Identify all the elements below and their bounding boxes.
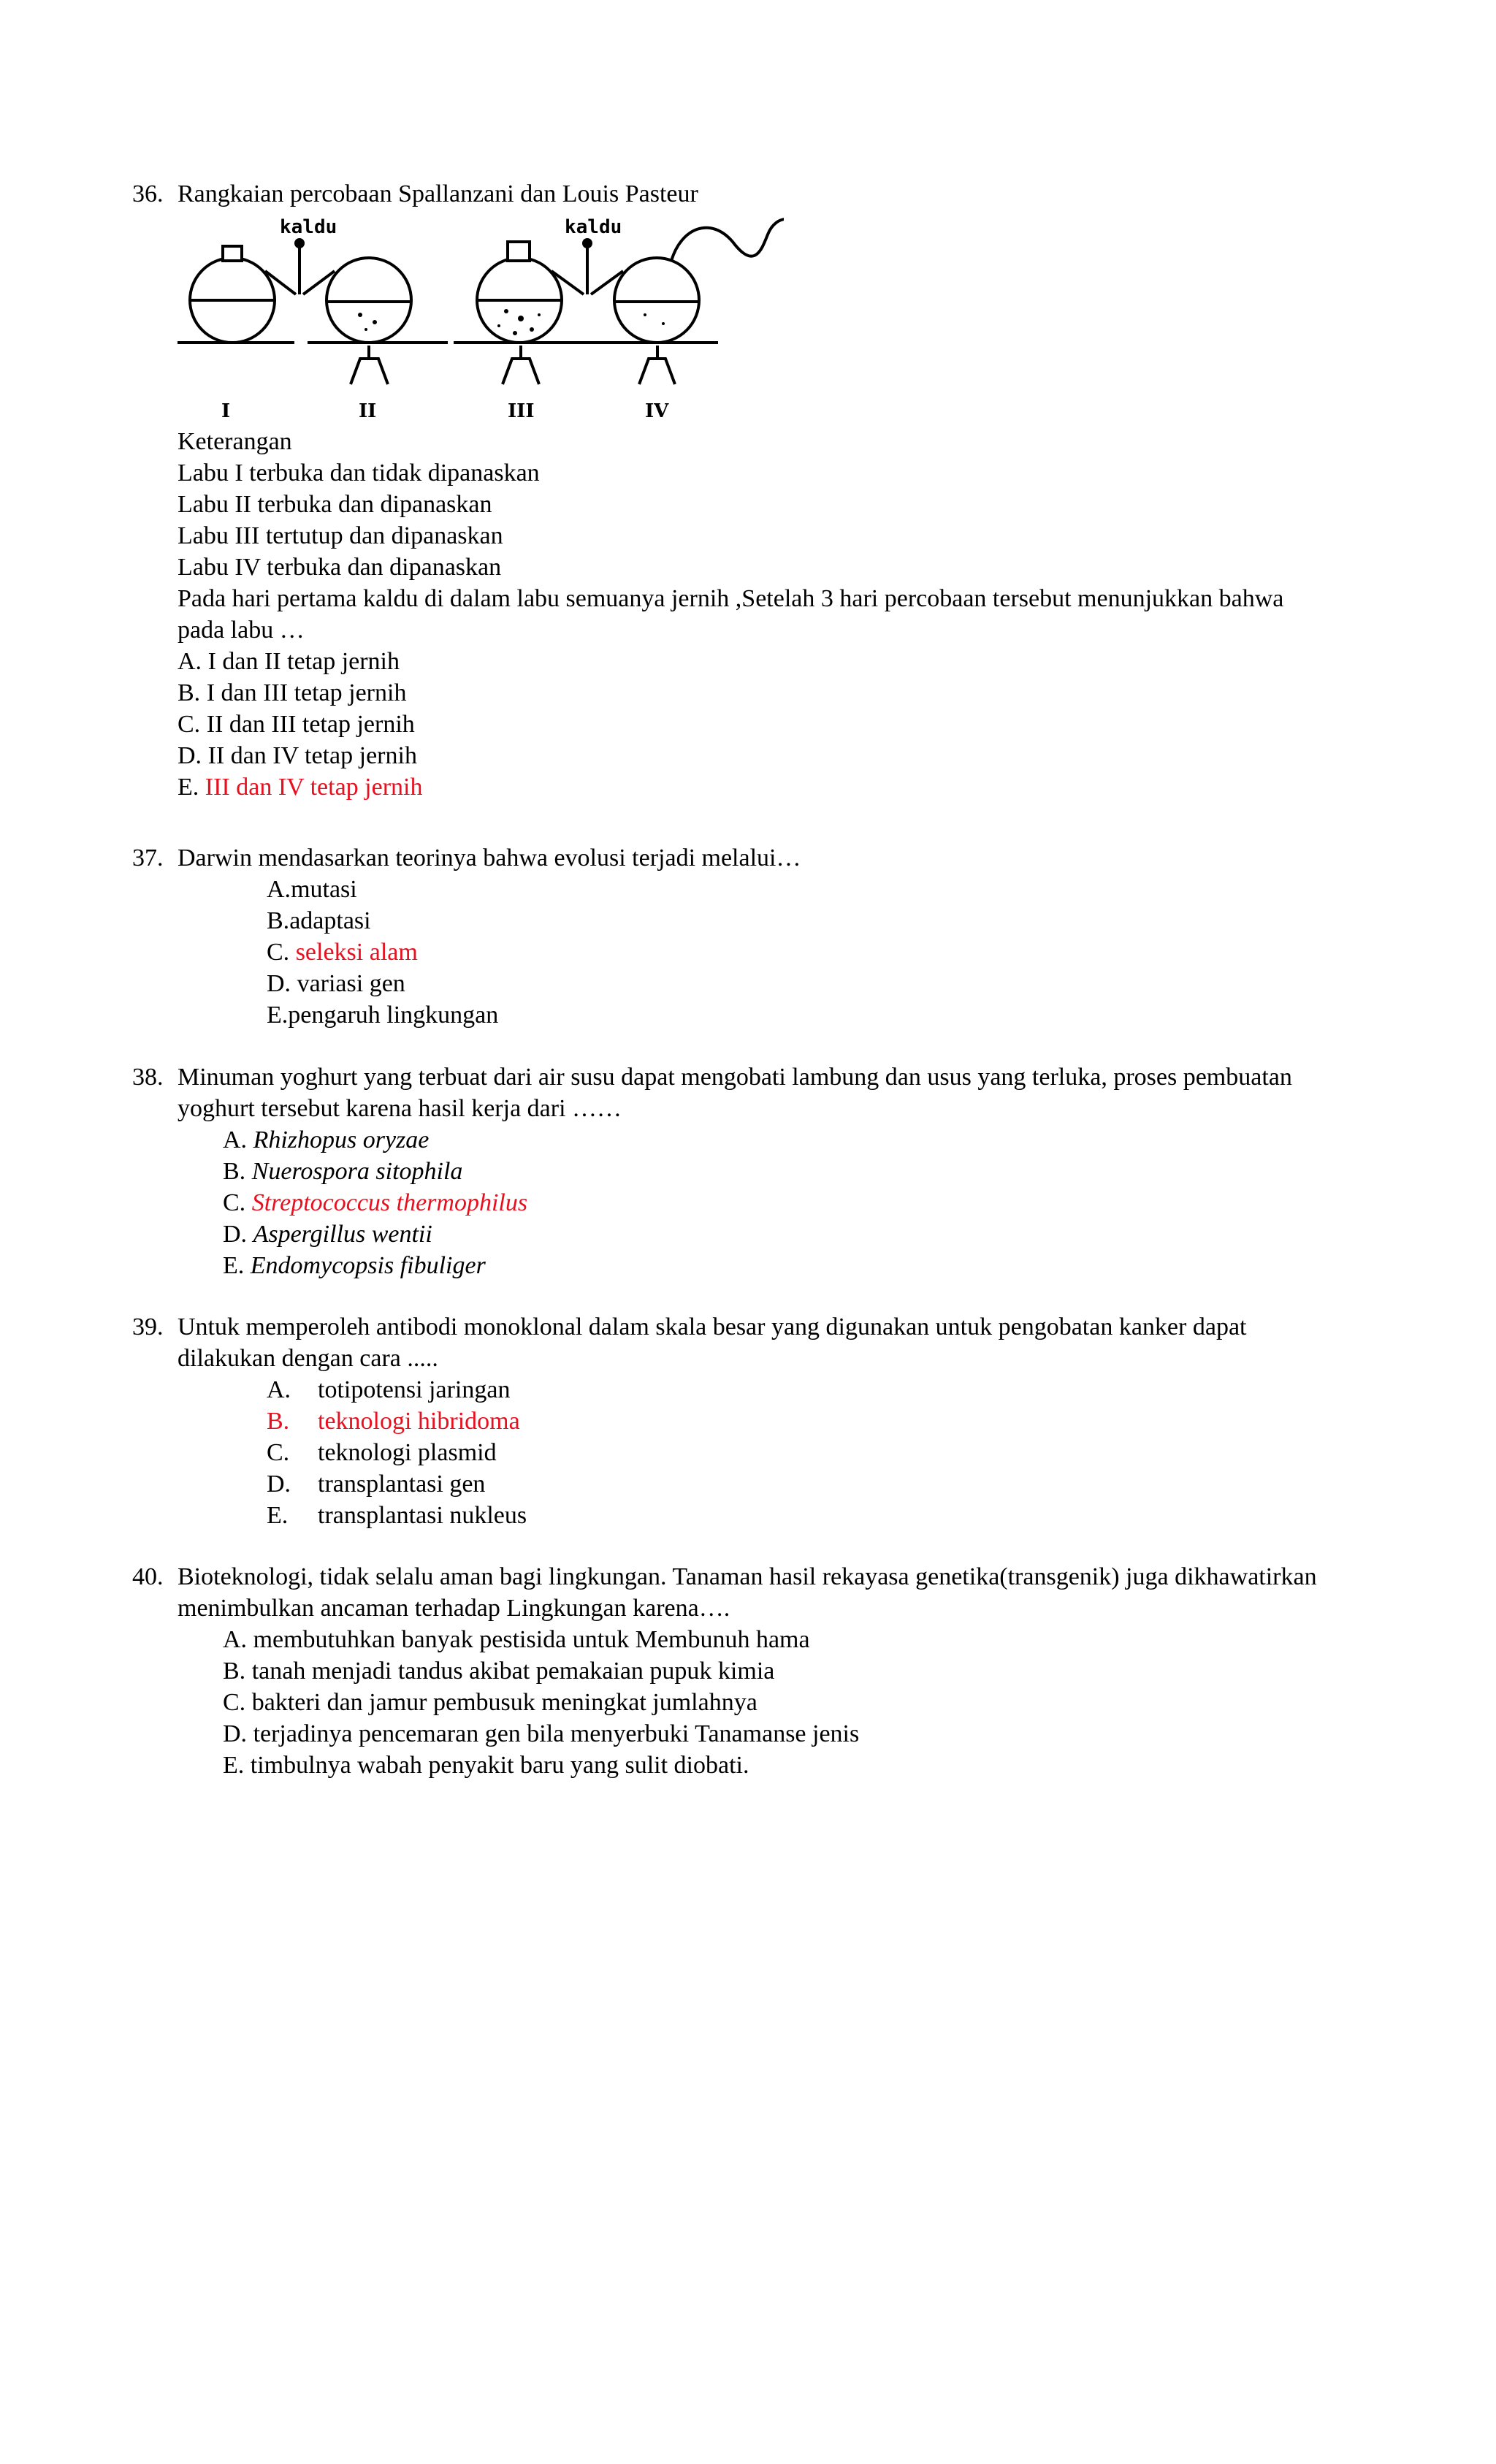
option-c[interactable]: C. II dan III tetap jernih (178, 711, 415, 738)
question-number: 40. (132, 1563, 164, 1590)
option-e[interactable]: E. Endomycopsis fibuliger (223, 1252, 486, 1279)
option-b[interactable]: B. tanah menjadi tandus akibat pemakaian pupuk kimia (223, 1658, 775, 1685)
option-c[interactable]: C. teknologi plasmid (267, 1439, 497, 1466)
figure-label-kaldu-1: kaldu (280, 216, 337, 238)
flask-label-4: IV (645, 400, 669, 422)
question-number: 36. (132, 180, 164, 207)
question-text: Bioteknologi, tidak selalu aman bagi lingkungan. Tanaman hasil rekayasa genetika(transgenik) juga dikhawatirkan menimbulkan ancaman terhadap Lingkungan karena…. (178, 1563, 1317, 1622)
spallanzani-pasteur-figure (178, 213, 784, 424)
question-37 (132, 842, 1330, 1031)
question-text: Minuman yoghurt yang terbuat dari air susu dapat mengobati lambung dan usus yang terluka, proses pembuatan yoghurt tersebut karena hasil kerja dari …… (178, 1064, 1292, 1122)
option-d[interactable]: D. II dan IV tetap jernih (178, 742, 417, 769)
option-e[interactable]: E. timbulnya wabah penyakit baru yang sulit diobati. (223, 1752, 749, 1779)
notes-title: Keterangan (178, 428, 292, 455)
question-36 (132, 178, 1330, 803)
option-e[interactable]: E. transplantasi nukleus (267, 1502, 527, 1529)
option-c-answer[interactable]: C. Streptococcus thermophilus (223, 1189, 528, 1216)
flask-label-1: I (221, 400, 231, 422)
option-a[interactable]: A. membutuhkan banyak pestisida untuk Membunuh hama (223, 1626, 810, 1653)
flask-label-3: III (508, 400, 535, 422)
question-text: Untuk memperoleh antibodi monoklonal dalam skala besar yang digunakan untuk pengobatan kanker dapat dilakukan dengan cara ..... (178, 1313, 1247, 1372)
option-d[interactable]: D. terjadinya pencemaran gen bila menyerbuki Tanamanse jenis (223, 1720, 860, 1747)
question-number: 37. (132, 844, 164, 871)
question-text: Rangkaian percobaan Spallanzani dan Louis Pasteur (178, 180, 698, 207)
note-line: Labu IV terbuka dan dipanaskan (178, 554, 502, 581)
option-d[interactable]: D. Aspergillus wentii (223, 1221, 432, 1248)
option-d[interactable]: D. transplantasi gen (267, 1471, 486, 1498)
option-e[interactable]: E.pengaruh lingkungan (267, 1002, 499, 1029)
option-b[interactable]: B. I dan III tetap jernih (178, 679, 407, 706)
option-a[interactable]: A. Rhizhopus oryzae (223, 1126, 430, 1153)
question-38 (132, 1061, 1330, 1281)
question-text: Darwin mendasarkan teorinya bahwa evolusi terjadi melalui… (178, 844, 801, 871)
option-a[interactable]: A. totipotensi jaringan (267, 1376, 511, 1403)
question-number: 38. (132, 1064, 164, 1091)
question-stem: Pada hari pertama kaldu di dalam labu semuanya jernih ,Setelah 3 hari percobaan tersebut menunjukkan bahwa pada labu … (178, 585, 1284, 644)
note-line: Labu II terbuka dan dipanaskan (178, 491, 492, 518)
figure-label-kaldu-2: kaldu (565, 216, 622, 238)
option-d[interactable]: D. variasi gen (267, 970, 405, 997)
option-b[interactable]: B. Nuerospora sitophila (223, 1158, 463, 1185)
option-e-answer[interactable]: E. III dan IV tetap jernih (178, 774, 423, 801)
note-line: Labu I terbuka dan tidak dipanaskan (178, 459, 540, 487)
flask-label-2: II (359, 400, 377, 422)
option-a[interactable]: A.mutasi (267, 876, 357, 903)
question-39 (132, 1311, 1330, 1531)
option-b[interactable]: B.adaptasi (267, 907, 371, 934)
option-b-answer[interactable]: B. teknologi hibridoma (267, 1408, 520, 1435)
note-line: Labu III tertutup dan dipanaskan (178, 522, 503, 549)
question-40 (132, 1561, 1330, 1781)
option-a[interactable]: A. I dan II tetap jernih (178, 648, 400, 675)
question-number: 39. (132, 1313, 164, 1340)
option-c[interactable]: C. bakteri dan jamur pembusuk meningkat jumlahnya (223, 1689, 757, 1716)
option-c-answer[interactable]: C. seleksi alam (267, 939, 418, 966)
